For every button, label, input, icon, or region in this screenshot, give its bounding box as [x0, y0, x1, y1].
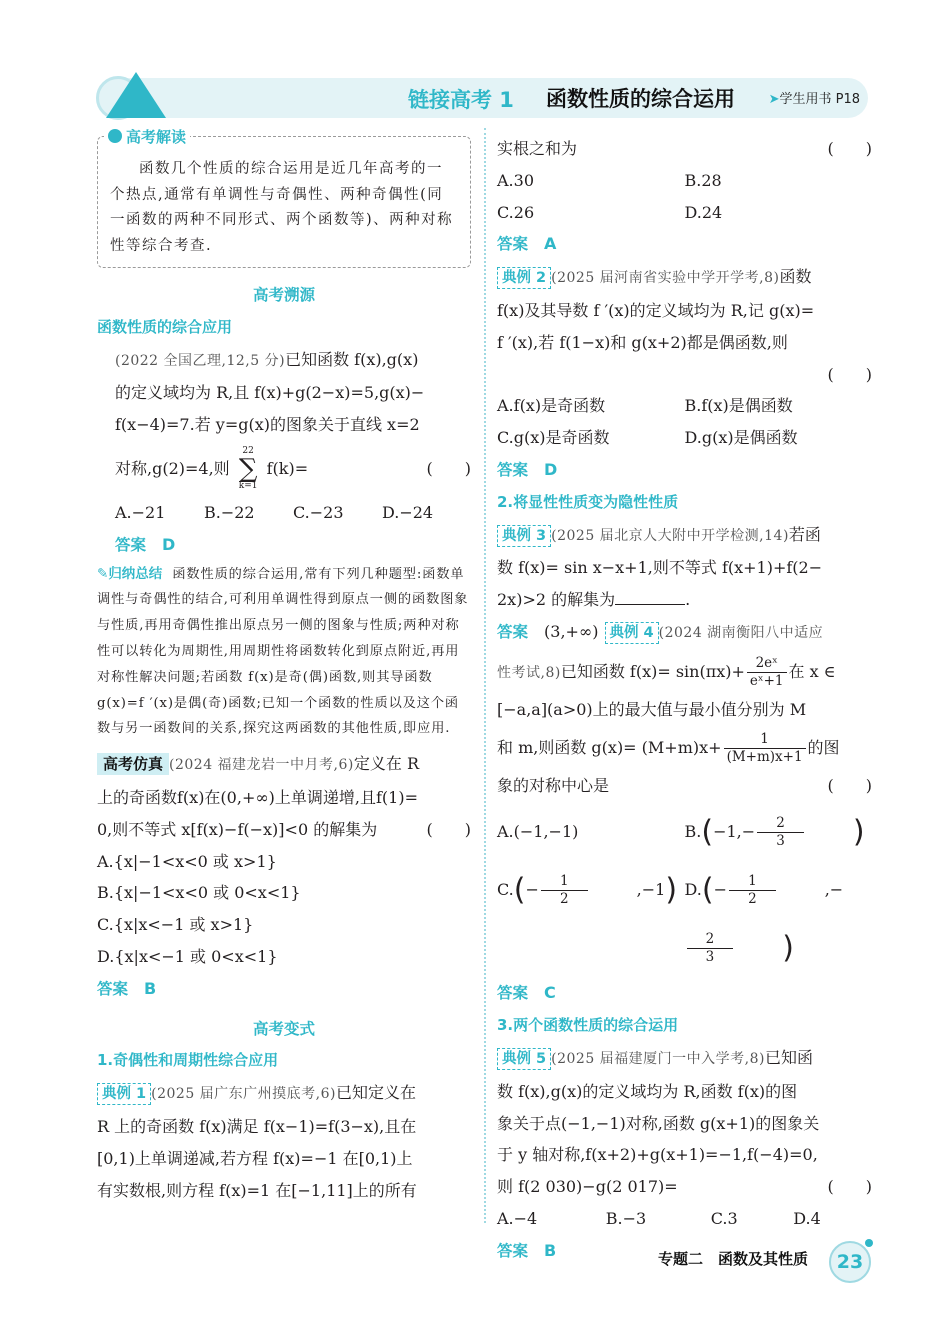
- column-divider: [484, 128, 486, 1223]
- options: A.−4 B.−3 C.3 D.4: [497, 1208, 821, 1228]
- page-number: 23: [829, 1241, 871, 1283]
- exam-interpretation-box: [97, 128, 471, 268]
- answer-paren: ( ): [426, 458, 471, 478]
- interp-label: 高考解读: [104, 125, 190, 151]
- options: A.f(x)是奇函数 B.f(x)是偶函数 C.g(x)是奇函数 D.g(x)是偶函数: [497, 396, 798, 448]
- simulation-question: 高考仿真 (2024 福建龙岩一中月考,6)定义在 R 上的奇函数f(x)在(0,+∞)上单调递增,且f(1)= 0,则不等式 x[f(x)−f(−x)]<0 的解集为 ( ) A.{x|−1<x<0 或 x>1} B.{x|−1<x<0 或 0<x<1} C.{x|x<−1 或 x>1} D.{x|x<−1 或 0<x<1} 答案 B: [97, 748, 471, 1005]
- example-3-tag: 典例 3: [497, 525, 551, 547]
- fill-blank: [615, 587, 685, 605]
- question-source: (2022 全国乙理,12,5 分): [115, 352, 286, 369]
- answer-line: 答案 B: [497, 1240, 557, 1260]
- subtitle-3: 3.两个函数性质的综合运用: [497, 1016, 679, 1035]
- subtitle-1: 1.奇偶性和周期性综合应用: [97, 1051, 279, 1070]
- summary-label: ✎归纳总结: [97, 565, 163, 582]
- answer-line: 答案 D: [115, 534, 176, 554]
- subtitle-2: 2.将显性性质变为隐性性质: [497, 492, 679, 511]
- fraction: $\frac{\text{2eˣ}}{\text{eˣ+1}}$: [747, 655, 787, 690]
- dot-icon: [865, 1239, 873, 1247]
- fraction: $\frac{1}{(M+m)x+1}$: [724, 731, 806, 766]
- summary-box: ✎归纳总结 函数性质的综合运用,常有下列几种题型:函数单调性与奇偶性的结合,可利用单调性得到原点一侧的函数图象与性质,再用奇偶性推出原点另一侧的图象与性质;两种对称性可以转化为周期性,用周期性将函数转化到原点附近,再用对称性解决问题;若函数 f(x)是奇(偶)函数,则其导函数g(x)=f ′(x)是偶(奇)函数;已知一个函数的性质以及这个函数与另一函数间的关系,探究这两函数的其他性质,即应用.: [97, 565, 469, 737]
- chapter-footer: 专题二 函数及其性质: [658, 1250, 809, 1268]
- pen-icon: ✎: [97, 565, 109, 582]
- example-2-tag: 典例 2: [497, 267, 551, 289]
- example-1-tag: 典例 1: [97, 1083, 151, 1105]
- header-banner: [96, 78, 868, 118]
- answer-line: 答案 A: [497, 234, 557, 254]
- section-title-source: 高考溯源: [252, 286, 315, 304]
- c-badge-icon: [108, 129, 122, 143]
- sim-tag: 高考仿真: [97, 753, 169, 775]
- options: A.30 B.28 C.26 D.24: [497, 170, 723, 222]
- triangle-logo-icon: [106, 72, 166, 118]
- series-title: 链接高考 1: [408, 88, 514, 112]
- section-title-variant: 高考变式: [252, 1019, 315, 1038]
- answer-line: 答案 B: [97, 978, 157, 998]
- page-title: 函数性质的综合运用: [546, 87, 735, 111]
- options: A.−21 B.−22 C.−23 D.−24: [115, 502, 434, 522]
- left-column: 高考解读 函数几个性质的综合运用是近几年高考的一个热点,通常有单调性与奇偶性、两种奇偶性(同一函数的两种不同形式、两个函数等)、两种对称性等综合考查. 高考溯源 函数性质的综合应用 (2022 全国乙理,12,5 分)已知函数 f(x),g(x) 的定义域均为 R,且 f(x)+g(2−x)=5,g(x)− f(x−4)=7.若 y=g(x)的图象关于直线 x=2 对称,g(2)=4,则 22 ∑ k=1 f(k)= ( ) A.−21 B.−22 C.−23 D.−24 答案 D ✎归纳总结 函数性质的综合运用,常有下列几种题型:函数单调性与奇偶性的结合,可利用单调性得到原点一侧的函数图象与性质,再用奇偶性推出原点另一侧的图象与性质;两种对称性可以转化为周期性,用周期性将函数转化到原点附近,再用对称性解决问题;若函数 f(x)是奇(偶)函数,则其导函数g(x)=f ′(x)是偶(奇)函数;已知一个函数的性质以及这个函数与另一函数间的关系,探究这两函数的其他性质,即应用. 高考仿真 (2024 福建龙岩一中月考,6)定义在 R 上的奇函数f(x)在(0,+∞)上单调递增,且f(1)= 0,则不等式 x[f(x)−f(−x)]<0 的解集为 ( ) A.{x|−1<x<0 或 x>1} B.{x|−1<x<0 或 0<x<1} C.{x|x<−1 或 x>1} D.{x|x<−1 或 0<x<1} 答案 B 高考变式 1.奇偶性和周期性综合应用 典例 1 (2025 届广东广州摸底考,6)已知定义在 R 上的奇函数 f(x)满足 f(x−1)=f(3−x),且在 [0,1)上单调递减,若方程 f(x)=−1 在[0,1)上 有实数根,则方程 f(x)=1 在[−1,11]上的所有: [97, 122, 471, 1206]
- book-reference: ➤学生用书 P18: [768, 92, 860, 107]
- arrow-right-icon: ➤: [768, 92, 780, 107]
- options: A.(−1,−1) B.(−1,− $\frac{2}{3}$ ) C.(− $\frac{1}{2}$ ,−1) D.(− $\frac{1}{2}$ ,− $\frac{2}{3}$ ): [497, 814, 865, 966]
- example-5-tag: 典例 5: [497, 1048, 551, 1070]
- sum-symbol: 22 ∑ k=1: [238, 446, 258, 492]
- subtitle-source: 函数性质的综合应用: [97, 317, 233, 336]
- example-4-tag: 典例 4: [605, 622, 659, 644]
- interp-text: 函数几个性质的综合运用是近几年高考的一个热点,通常有单调性与奇偶性、两种奇偶性(同一函数的两种不同形式、两个函数等)、两种对称性等综合考查.: [110, 161, 454, 254]
- source-question: (2022 全国乙理,12,5 分)已知函数 f(x),g(x) 的定义域均为 R,且 f(x)+g(2−x)=5,g(x)− f(x−4)=7.若 y=g(x)的图象关于直线 x=2 对称,g(2)=4,则 22 ∑ k=1 f(k)= ( ) A.−21 B.−22 C.−23 D.−24 答案 D: [97, 344, 471, 562]
- answer-line: 答案 D: [497, 459, 558, 479]
- answer-line: 答案 C: [497, 983, 556, 1003]
- right-column: 实根之和为 ( ) A.30 B.28 C.26 D.24 答案 A 典例 2 (2025 届河南省实验中学开学考,8)函数 f(x)及其导数 f ′(x)的定义域均为 R,记 g(x)= f ′(x),若 f(1−x)和 g(x+2)都是偶函数,则 ( ) A.f(x)是奇函数 B.f(x)是偶函数 C.g(x)是奇函数 D.g(x)是偶函数 答案 D 2.将显性性质变为隐性性质 典例 3 (2025 届北京人大附中开学检测,14)若函 数 f(x)= sin x−x+1,则不等式 f(x+1)+f(2− 2x)>2 的解集为 . 答案 (3,+∞) 典例 4 (2024 湖南衡阳八中适应 性考试,8)已知函数 f(x)= sin(πx)+ $\frac{\text{2eˣ}}{\text{eˣ+1}}$ 在 x ∈ [−a,a](a>0)上的最大值与最小值分别为 M 和 m,则函数 g(x)= (M+m)x+ $\frac{1}{(M+m)x+1}$ 的图 象的对称中心是 ( ) A.(−1,−1) B.(−1,− $\frac{2}{3}$ ) C.(− $\frac{1}{2}$ ,−1) D.(− $\frac{1}{2}$ ,− $\frac{2}{3}$ ) 答案 C 3.两个函数性质的综合运用 典例 5 (2025 届福建厦门一中入学考,8)已知函 数 f(x),g(x)的定义域均为 R,函数 f(x)的图 象关于点(−1,−1)对称,函数 g(x+1)的图象关 于 y 轴对称,f(x+2)+g(x+1)=−1,f(−4)=0, 则 f(2 030)−g(2 017)= ( ) A.−4 B.−3 C.3 D.4 答案 B: [497, 133, 872, 1268]
